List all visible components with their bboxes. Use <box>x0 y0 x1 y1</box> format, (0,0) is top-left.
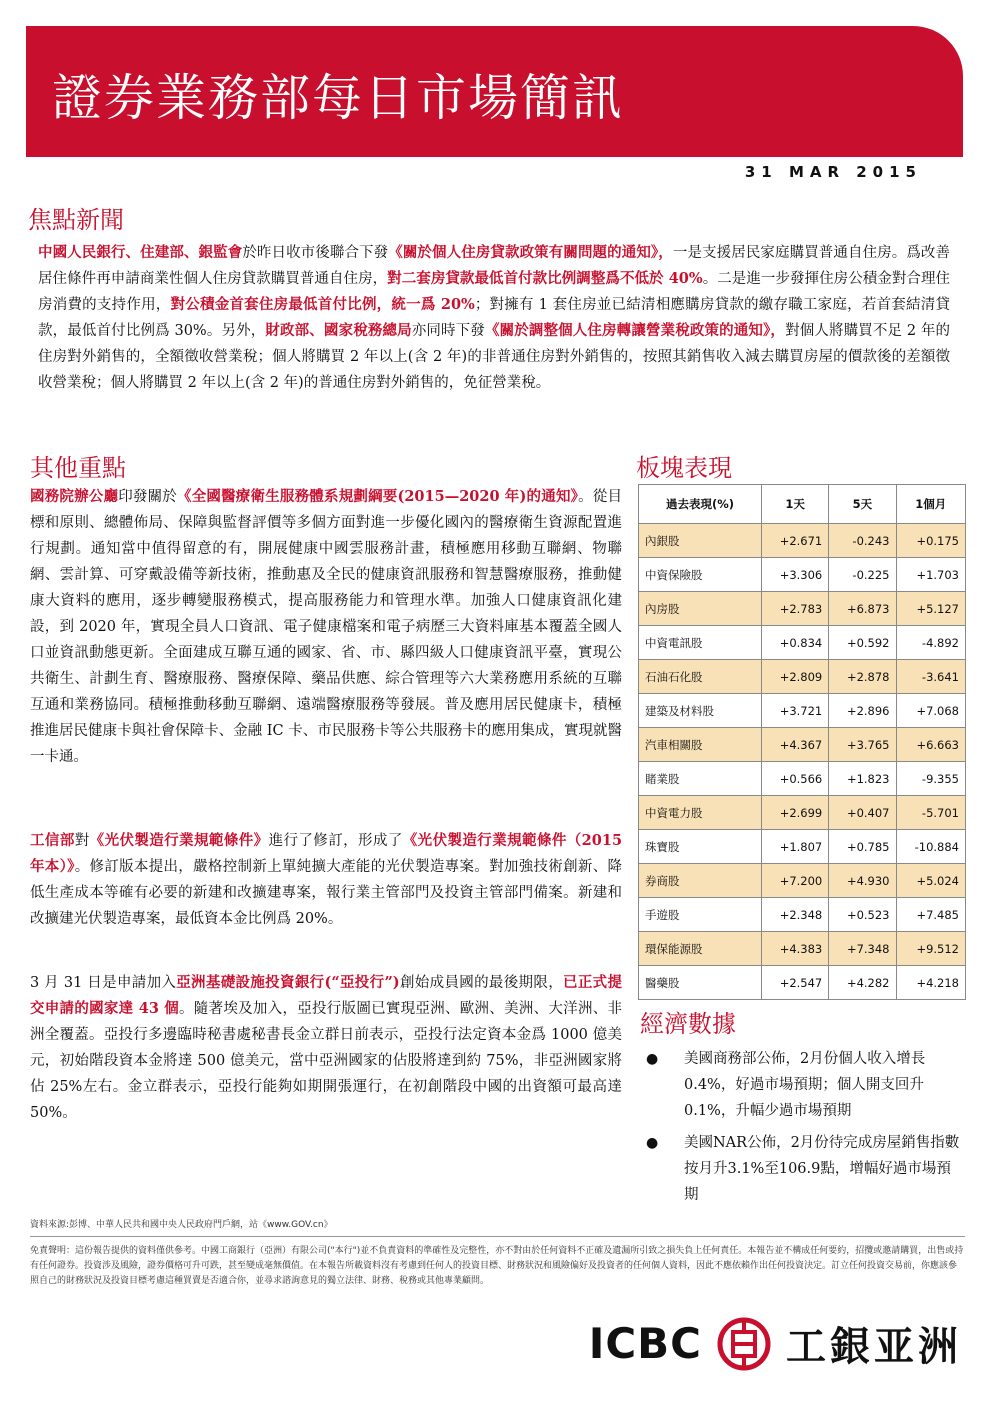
change-1d: +2.783 <box>762 592 829 626</box>
sector-performance-table <box>638 484 966 1000</box>
body-text: 對個人將購買不足 2 年的住房對外銷售的，全額徵收營業稅；個人將購買 2 年以上(含 2 年)的非普通住房對外銷售的，按照其銷售收入減去購買房屋的價款後的差額徵收營業稅；個人將購買 2 年以上(含 2 年)的普通住房對外銷售的，免征營業稅。 <box>38 323 951 391</box>
change-5d: +7.348 <box>829 932 896 966</box>
change-5d: +0.523 <box>829 898 896 932</box>
highlight-text: 中國人民銀行、住建部、銀監會 <box>38 244 243 261</box>
sector-performance-heading: 板塊表現 <box>636 454 732 482</box>
logo-text-cn: 工銀亚洲 <box>786 1324 962 1370</box>
disclaimer: 免責聲明：這份報告提供的資料僅供參考。中國工商銀行（亞洲）有限公司("本行")並不負責資料的準確性及完整性，亦不對由於任何資料不正確及遺漏所引致之損失負上任何責任。本報告並不構成任何要約，招攬或邀請購買，出售或持有任何證券。投資涉及風險，證券價格可升可跌，甚至變成毫無價值。在本報告所載資料沒有考慮到任何人的投資目標、財務狀況和風險偏好及投資者的任何個人資料，因此不應依賴作出任何投資決定。訂立任何投資交易前，你應該參照自己的財務狀況及投資目標考慮這種買賣是否適合你，並尋求諮詢意見的獨立法律、財務、稅務或其他專業顧問。 <box>30 1246 964 1286</box>
sector-name: 醫藥股 <box>639 966 762 1000</box>
table-row <box>639 626 966 660</box>
change-1m: +6.663 <box>896 728 966 762</box>
economic-item-text: 美國商務部公佈，2月份個人收入增長0.4%，好過市場預期；個人開支回升0.1%，升幅少過市場預期 <box>684 1051 926 1119</box>
sector-name: 中資電訊股 <box>639 626 762 660</box>
change-1m: +0.175 <box>896 524 966 558</box>
change-5d: +6.873 <box>829 592 896 626</box>
table-row <box>639 592 966 626</box>
other-highlights-heading: 其他重點 <box>30 454 126 482</box>
highlight-paragraph-1 <box>30 484 622 770</box>
body-text: 對 <box>74 833 90 849</box>
sector-name: 環保能源股 <box>639 932 762 966</box>
sector-name: 賭業股 <box>639 762 762 796</box>
highlight-text: 對二套房貸款最低首付款比例調整爲不低於 40% <box>387 270 703 287</box>
bullet-icon: ● <box>646 1135 659 1151</box>
divider <box>30 1236 965 1237</box>
body-text: 3 月 31 日是申請加入 <box>30 975 177 991</box>
icbc-logo <box>589 1315 962 1372</box>
body-text: 一是支援居民家庭購買普通自住房。爲改善居住條件再申請商業性個人住房貸款購買普通自住房， <box>38 245 951 287</box>
change-5d: +2.896 <box>829 694 896 728</box>
report-date: 31 MAR 2015 <box>744 163 922 181</box>
highlight-text: 工信部 <box>30 832 75 849</box>
highlight-paragraph-3 <box>30 970 622 1126</box>
sector-name: 珠寶股 <box>639 830 762 864</box>
table-row <box>639 966 966 1000</box>
change-1d: +2.547 <box>762 966 829 1000</box>
change-1d: +3.721 <box>762 694 829 728</box>
change-1m: -9.355 <box>896 762 966 796</box>
body-text: 創始成員國的最後期限， <box>399 975 564 991</box>
sector-name: 券商股 <box>639 864 762 898</box>
body-text: 進行了修訂，形成了 <box>268 833 403 849</box>
focus-news-heading: 焦點新聞 <box>28 206 124 234</box>
highlight-paragraph-2 <box>30 828 622 932</box>
highlight-text: 國務院辦公廳 <box>30 488 119 505</box>
change-1m: +9.512 <box>896 932 966 966</box>
change-1d: +4.383 <box>762 932 829 966</box>
change-1d: +2.699 <box>762 796 829 830</box>
change-1m: -3.641 <box>896 660 966 694</box>
list-item <box>646 1130 961 1208</box>
sector-name: 建築及材料股 <box>639 694 762 728</box>
change-1d: +2.671 <box>762 524 829 558</box>
table-row <box>639 898 966 932</box>
table-row <box>639 524 966 558</box>
column-header: 5天 <box>829 485 896 524</box>
table-row <box>639 796 966 830</box>
highlight-text: 《光伏製造行業規範條件》 <box>89 832 269 849</box>
page-title: 證券業務部每日市場簡訊 <box>52 69 624 127</box>
bullet-icon: ● <box>646 1051 659 1067</box>
highlight-text: 《全國醫療衛生服務體系規劃綱要(2015—2020 年)的通知》 <box>177 488 579 505</box>
table-row <box>639 558 966 592</box>
change-1m: +5.127 <box>896 592 966 626</box>
change-1d: +7.200 <box>762 864 829 898</box>
change-1d: +0.834 <box>762 626 829 660</box>
table-row <box>639 830 966 864</box>
body-text: 。修訂版本提出，嚴格控制新上單純擴大產能的光伏製造專案。對加強技術創新、降低生產成本等確有必要的新建和改擴建專案，報行業主管部門及投資主管部門備案。新建和改擴建光伏製造專案，最低資本金比例爲 20%。 <box>30 859 622 927</box>
sector-name: 石油石化股 <box>639 660 762 694</box>
change-5d: +3.765 <box>829 728 896 762</box>
focus-news-body <box>38 240 950 396</box>
sector-name: 手遊股 <box>639 898 762 932</box>
change-5d: +1.823 <box>829 762 896 796</box>
sector-name: 汽車相關股 <box>639 728 762 762</box>
change-1d: +2.809 <box>762 660 829 694</box>
table-row <box>639 864 966 898</box>
list-item <box>646 1046 961 1124</box>
change-1m: +5.024 <box>896 864 966 898</box>
column-header: 過去表現(%) <box>639 485 762 524</box>
economic-data-heading: 經濟數據 <box>640 1010 736 1038</box>
change-1m: +7.485 <box>896 898 966 932</box>
body-text: 。二是進一步發揮住房公積金對合理住房消費的支持作用， <box>38 271 950 313</box>
change-5d: +0.592 <box>829 626 896 660</box>
change-1d: +3.306 <box>762 558 829 592</box>
change-1d: +4.367 <box>762 728 829 762</box>
highlight-text: 《關於調整個人住房轉讓營業稅政策的通知》， <box>484 322 786 339</box>
table-header-row <box>639 485 966 524</box>
sector-name: 中資保險股 <box>639 558 762 592</box>
change-1m: -10.884 <box>896 830 966 864</box>
body-text: ；對擁有 1 套住房並已結清相應購房貸款的繳存職工家庭，若首套結清貸款，最低首付比例爲 30%。另外， <box>38 297 950 339</box>
column-header: 1個月 <box>896 485 966 524</box>
body-text: 。從目標和原則、總體佈局、保障與監督評價等多個方面對進一步優化國內的醫療衛生資源配置進行規劃。通知當中值得留意的有，開展健康中國雲服務計畫，積極應用移動互聯網、物聯網、雲計算、可穿戴設備等新技術，推動惠及全民的健康資訊服務和智慧醫療服務，推動健康大資料的應用，逐步轉變服務模式，提高服務能力和管理水準。加強人口健康資訊化建設，到 2020 年，實現全員人口資訊、電子健康檔案和電子病歷三大資料庫基本覆蓋全國人口並資訊動態更新。全面建成互聯互通的國家、省、市、縣四級人口健康資訊平臺，實現公共衛生、計劃生育、醫療服務、醫療保障、藥品供應、綜合管理等六大業務應用系統的互聯互通和業務協同。積極推動移動互聯網、遠端醫療服務等發展。普及應用居民健康卡，積極推進居民健康卡與社會保障卡、金融 IC 卡、市民服務卡等公共服務卡的應用集成，實現就醫一卡通。 <box>30 489 623 765</box>
body-text: 。隨著埃及加入，亞投行版圖已實現亞洲、歐洲、美洲、大洋洲、非洲全覆蓋。亞投行多邊臨時秘書處秘書長金立群日前表示，亞投行法定資本金爲 1000 億美元，初始階段資本金將達 500 億美元，當中亞洲國家的佔股將達到約 75%，非亞洲國家將佔 25%左右。金立群表示，亞投行能夠如期開張運行，在初創階段中國的出資額可最高達 50%。 <box>30 1001 622 1121</box>
change-5d: +2.878 <box>829 660 896 694</box>
table-row <box>639 762 966 796</box>
body-text: 於昨日收市後聯合下發 <box>242 245 389 261</box>
highlight-text: 已正式提交申請的國家達 43 個 <box>30 974 622 1017</box>
column-header: 1天 <box>762 485 829 524</box>
change-5d: +0.407 <box>829 796 896 830</box>
body-text: 亦同時下發 <box>411 323 485 339</box>
icbc-emblem-icon <box>716 1316 772 1372</box>
change-1m: -4.892 <box>896 626 966 660</box>
change-1m: -5.701 <box>896 796 966 830</box>
change-5d: -0.225 <box>829 558 896 592</box>
highlight-text: 《光伏製造行業規範條件（2015 年本）》 <box>30 832 623 875</box>
change-1d: +1.807 <box>762 830 829 864</box>
highlight-text: 財政部、國家稅務總局 <box>265 322 412 339</box>
change-5d: +4.282 <box>829 966 896 1000</box>
table-row <box>639 728 966 762</box>
sector-name: 中資電力股 <box>639 796 762 830</box>
change-1d: +2.348 <box>762 898 829 932</box>
table-row <box>639 932 966 966</box>
table-row <box>639 694 966 728</box>
sector-name: 內房股 <box>639 592 762 626</box>
data-source: 資料來源:彭博、中華人民共和國中央人民政府門戶網，站《www.GOV.cn》 <box>30 1220 333 1230</box>
change-5d: +4.930 <box>829 864 896 898</box>
change-5d: +0.785 <box>829 830 896 864</box>
economic-item-text: 美國NAR公佈，2月份待完成房屋銷售指數按月升3.1%至106.9點，增幅好過市場預期 <box>684 1135 960 1203</box>
change-1m: +1.703 <box>896 558 966 592</box>
change-1m: +7.068 <box>896 694 966 728</box>
change-1m: +4.218 <box>896 966 966 1000</box>
change-1d: +0.566 <box>762 762 829 796</box>
highlight-text: 《關於個人住房貸款政策有關問題的通知》， <box>388 244 673 261</box>
highlight-text: 亞洲基礎設施投資銀行(“亞投行”) <box>176 974 400 991</box>
change-5d: -0.243 <box>829 524 896 558</box>
logo-text-en: ICBC <box>588 1319 702 1368</box>
highlight-text: 對公積金首套住房最低首付比例，統一爲 20% <box>170 296 475 313</box>
table-row <box>639 660 966 694</box>
body-text: 印發關於 <box>118 489 177 505</box>
sector-name: 內銀股 <box>639 524 762 558</box>
economic-data-list <box>646 1046 961 1214</box>
